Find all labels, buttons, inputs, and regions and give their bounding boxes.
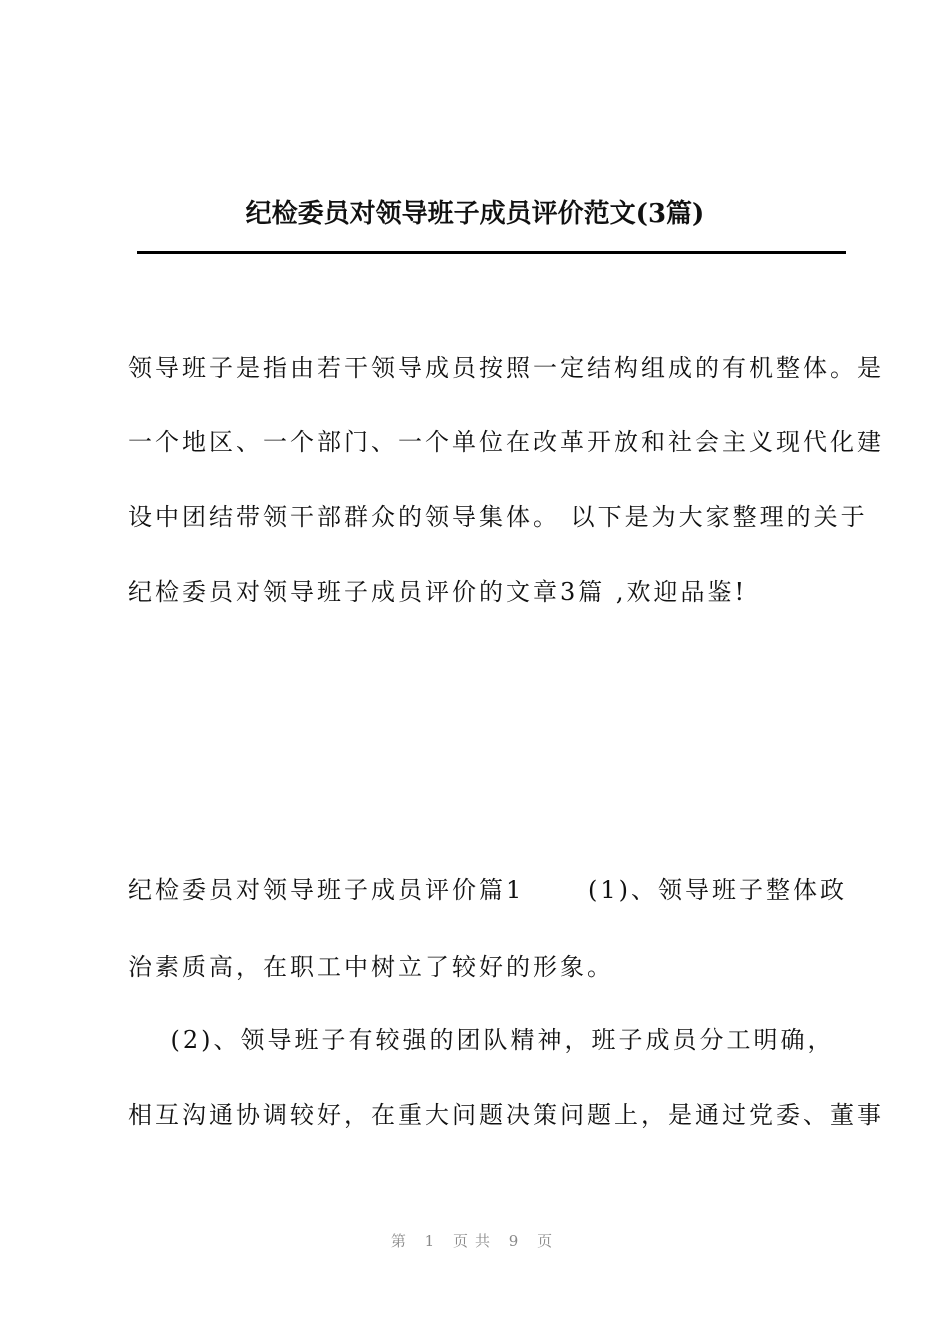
page-footer: 第 1 页共 9 页	[390, 1232, 560, 1250]
title-underline	[137, 251, 846, 254]
document-title: 纪检委员对领导班子成员评价范文(3篇)	[245, 199, 705, 229]
intro-line: 设中团结带领干部群众的领导集体。 以下是为大家整理的关于	[128, 503, 868, 531]
section1-line: (2)、领导班子有较强的团队精神，班子成员分工明确，	[128, 1026, 835, 1054]
section1-line: 纪检委员对领导班子成员评价篇1 (1)、领导班子整体政	[128, 876, 848, 904]
intro-line: 领导班子是指由若干领导成员按照一定结构组成的有机整体。是	[128, 354, 884, 382]
intro-line: 纪检委员对领导班子成员评价的文章3篇 ,欢迎品鉴!	[128, 578, 748, 606]
intro-line: 一个地区、一个部门、一个单位在改革开放和社会主义现代化建	[128, 428, 884, 456]
section1-line: 相互沟通协调较好，在重大问题决策问题上，是通过党委、董事	[128, 1101, 884, 1129]
section1-line: 治素质高，在职工中树立了较好的形象。	[128, 953, 614, 981]
